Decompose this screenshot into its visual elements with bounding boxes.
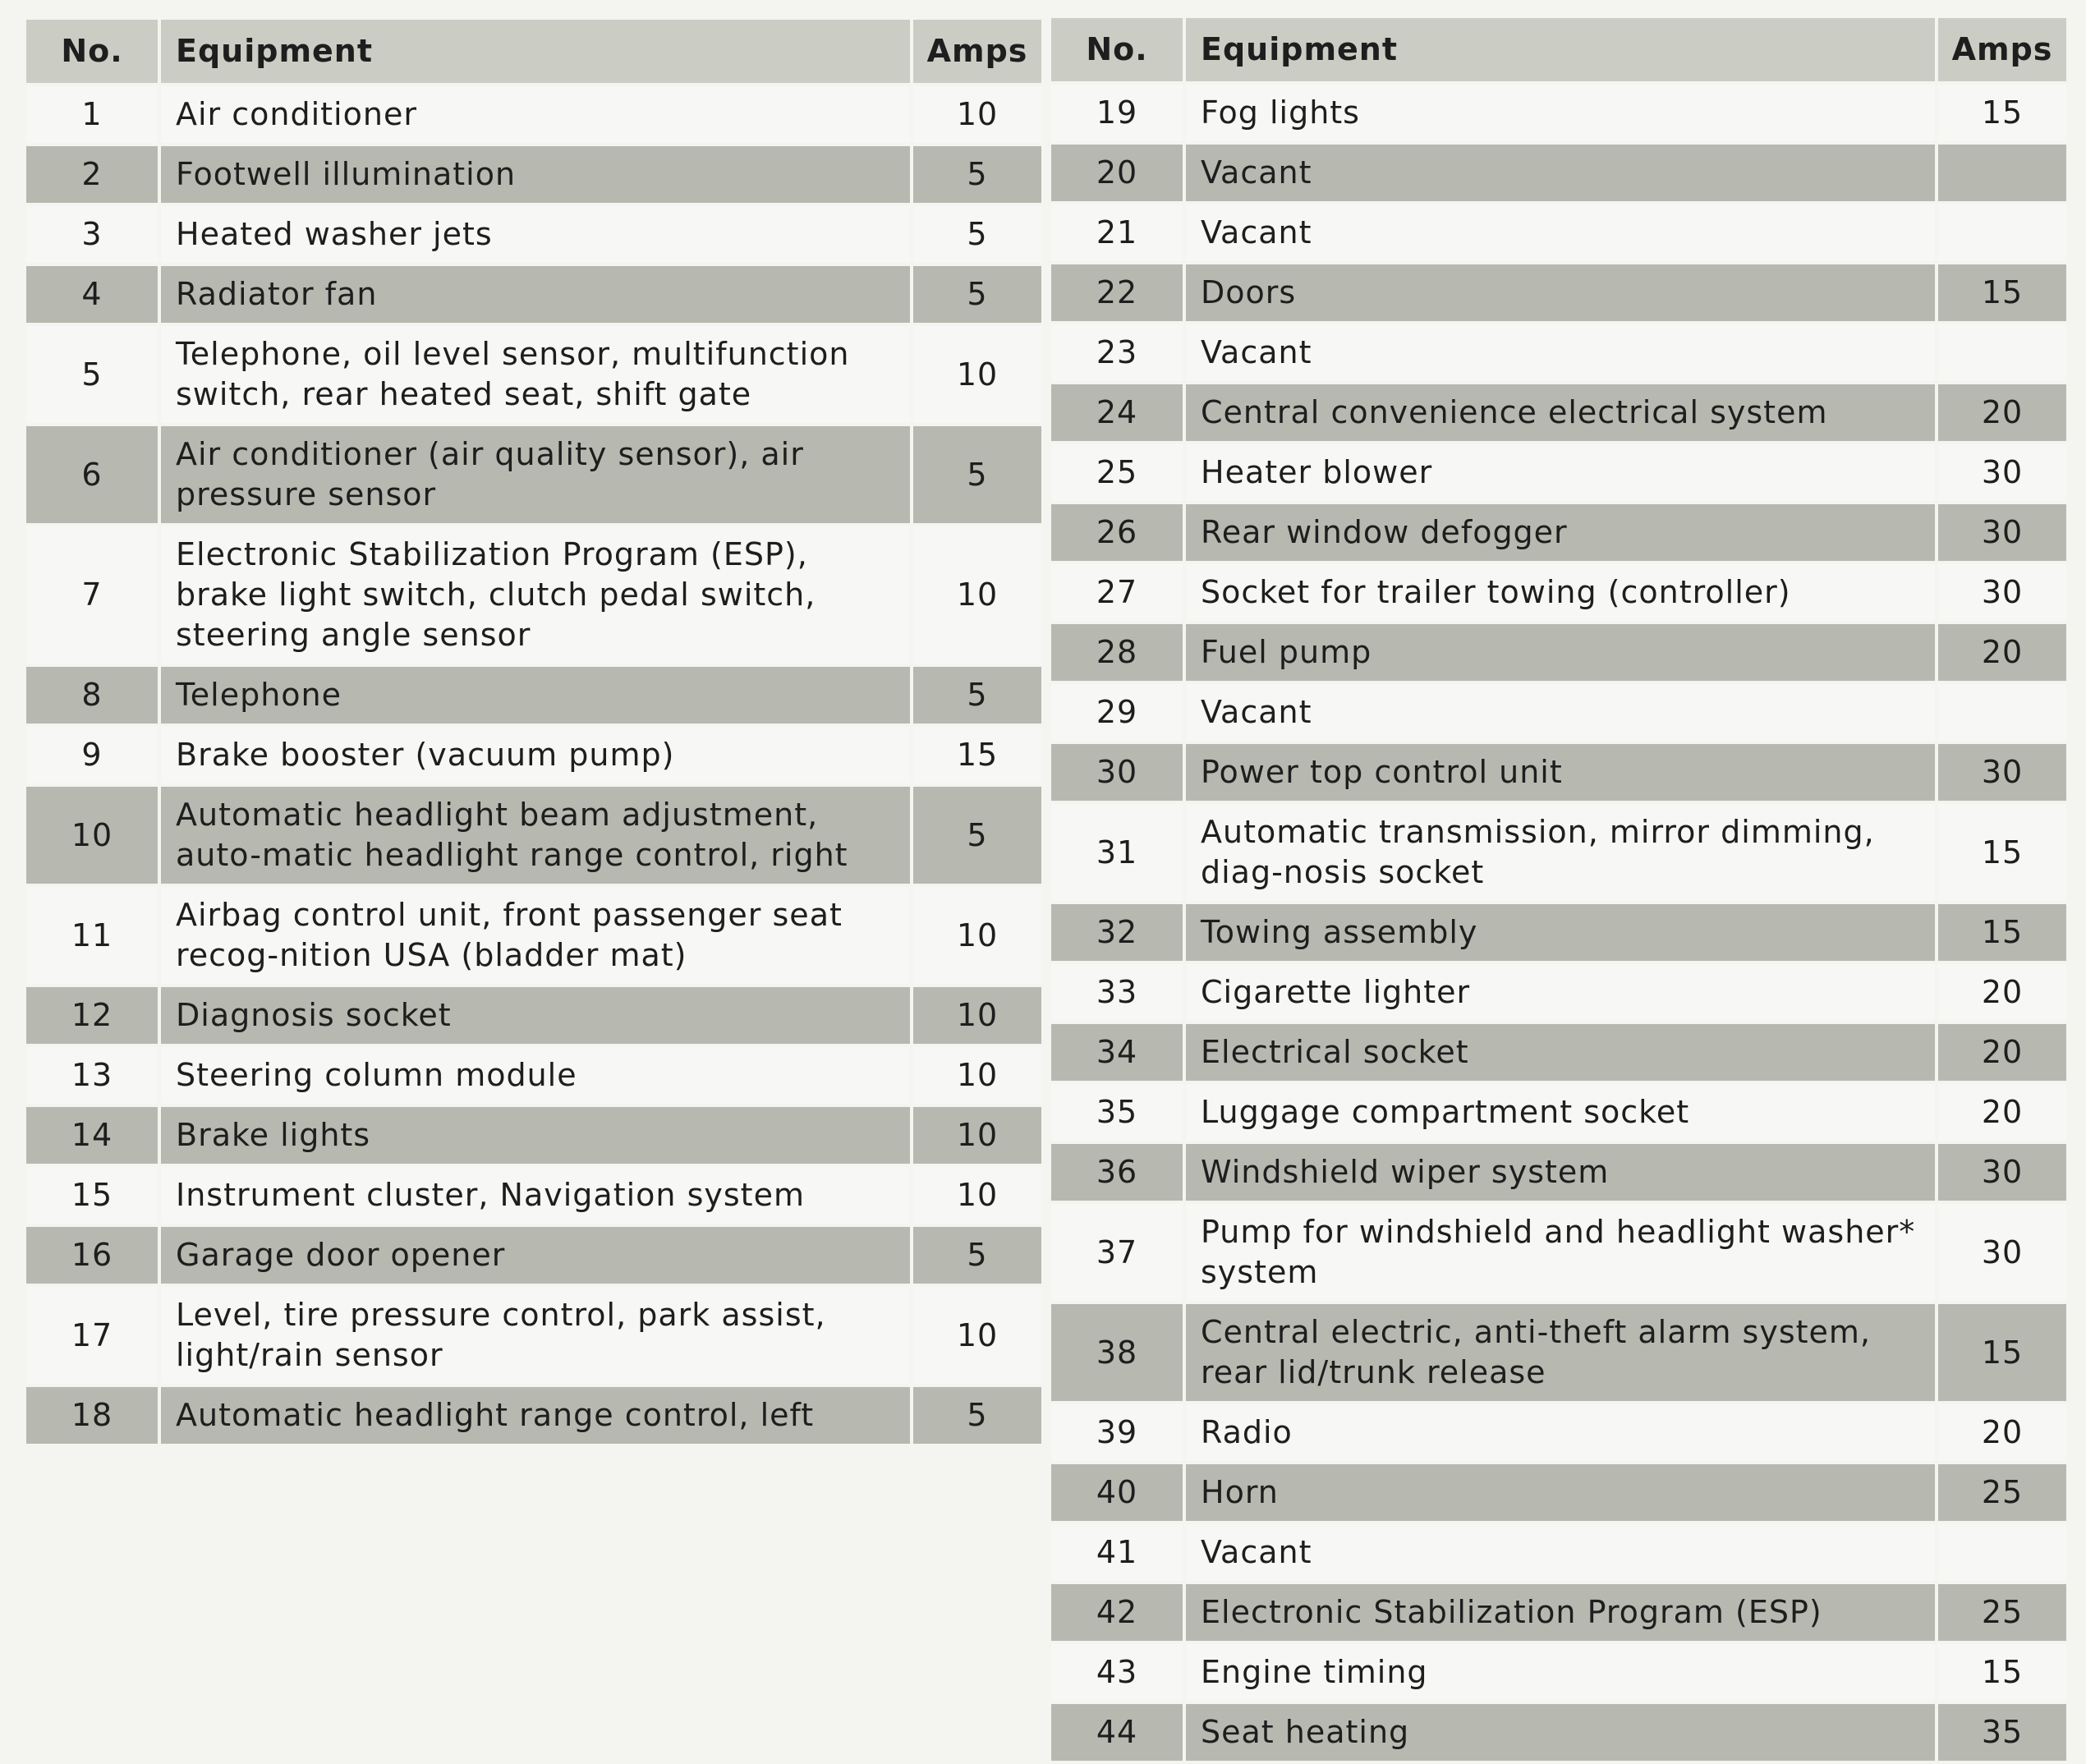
- fuse-amps: 5: [913, 266, 1041, 326]
- equipment-name: Cigarette lighter: [1183, 964, 1938, 1024]
- header-amps: Amps: [1938, 18, 2066, 85]
- fuse-amps: 10: [913, 1107, 1041, 1167]
- table-row: [1051, 1024, 2066, 1084]
- fuse-number: 28: [1051, 624, 1183, 684]
- table-row: [26, 1227, 1041, 1287]
- table-row: [1051, 904, 2066, 964]
- fuse-number: 36: [1051, 1144, 1183, 1204]
- fuse-table-left-panel: [26, 20, 1041, 1447]
- fuse-number: 37: [1051, 1204, 1183, 1304]
- fuse-number: 18: [26, 1387, 158, 1447]
- fuse-number: 41: [1051, 1524, 1183, 1584]
- fuse-number: 11: [26, 887, 158, 987]
- fuse-amps: 15: [1938, 1304, 2066, 1404]
- fuse-amps: 25: [1938, 1584, 2066, 1644]
- equipment-name: Electronic Stabilization Program (ESP): [1183, 1584, 1938, 1644]
- table-row: [26, 426, 1041, 526]
- fuse-number: 44: [1051, 1704, 1183, 1764]
- equipment-name: Telephone: [158, 667, 913, 727]
- fuse-amps: 5: [913, 146, 1041, 206]
- fuse-amps: 10: [913, 86, 1041, 146]
- fuse-table-left-body: [26, 86, 1041, 1447]
- fuse-number: 9: [26, 727, 158, 787]
- header-equipment: Equipment: [1183, 18, 1938, 85]
- equipment-name: Garage door opener: [158, 1227, 913, 1287]
- equipment-name: Steering column module: [158, 1047, 913, 1107]
- fuse-number: 1: [26, 86, 158, 146]
- table-row: [1051, 444, 2066, 504]
- header-equipment: Equipment: [158, 20, 913, 86]
- equipment-name: Towing assembly: [1183, 904, 1938, 964]
- fuse-amps: 20: [1938, 1404, 2066, 1464]
- fuse-number: 14: [26, 1107, 158, 1167]
- table-row: [26, 206, 1041, 266]
- fuse-amps: 5: [913, 206, 1041, 266]
- equipment-name: Airbag control unit, front passenger seat recog-nition USA (bladder mat): [158, 887, 913, 987]
- fuse-number: 17: [26, 1287, 158, 1387]
- equipment-name: Air conditioner: [158, 86, 913, 146]
- equipment-name: Instrument cluster, Navigation system: [158, 1167, 913, 1227]
- fuse-number: 21: [1051, 204, 1183, 264]
- equipment-name: Central electric, anti-theft alarm system, rear lid/trunk release: [1183, 1304, 1938, 1404]
- equipment-name: Radio: [1183, 1404, 1938, 1464]
- fuse-amps: 30: [1938, 1204, 2066, 1304]
- equipment-name: Diagnosis socket: [158, 987, 913, 1047]
- equipment-name: Windshield wiper system: [1183, 1144, 1938, 1204]
- equipment-name: Engine timing: [1183, 1644, 1938, 1704]
- fuse-number: 3: [26, 206, 158, 266]
- table-row: [1051, 1704, 2066, 1764]
- fuse-amps: 20: [1938, 964, 2066, 1024]
- fuse-table-right-panel: [1051, 18, 2066, 1764]
- fuse-amps: 35: [1938, 1704, 2066, 1764]
- fuse-number: 12: [26, 987, 158, 1047]
- fuse-number: 4: [26, 266, 158, 326]
- fuse-amps: 10: [913, 326, 1041, 426]
- equipment-name: Brake booster (vacuum pump): [158, 727, 913, 787]
- table-row: [1051, 264, 2066, 324]
- equipment-name: Automatic transmission, mirror dimming, diag-nosis socket: [1183, 804, 1938, 904]
- equipment-name: Brake lights: [158, 1107, 913, 1167]
- fuse-amps: 15: [1938, 1644, 2066, 1704]
- table-row: [26, 1287, 1041, 1387]
- table-row: [1051, 1524, 2066, 1584]
- equipment-name: Radiator fan: [158, 266, 913, 326]
- fuse-amps: 30: [1938, 564, 2066, 624]
- fuse-number: 38: [1051, 1304, 1183, 1404]
- equipment-name: Doors: [1183, 264, 1938, 324]
- fuse-amps: [1938, 145, 2066, 204]
- equipment-name: Vacant: [1183, 684, 1938, 744]
- fuse-number: 43: [1051, 1644, 1183, 1704]
- table-row: [26, 1047, 1041, 1107]
- fuse-amps: [1938, 204, 2066, 264]
- table-row: [26, 86, 1041, 146]
- table-row: [26, 787, 1041, 887]
- fuse-amps: 5: [913, 426, 1041, 526]
- table-row: [26, 326, 1041, 426]
- fuse-amps: 5: [913, 1387, 1041, 1447]
- header-row: [26, 20, 1041, 86]
- equipment-name: Fuel pump: [1183, 624, 1938, 684]
- fuse-number: 40: [1051, 1464, 1183, 1524]
- fuse-amps: 20: [1938, 624, 2066, 684]
- fuse-number: 6: [26, 426, 158, 526]
- equipment-name: Electronic Stabilization Program (ESP), brake light switch, clutch pedal switch, steering angle sensor: [158, 526, 913, 667]
- fuse-number: 30: [1051, 744, 1183, 804]
- equipment-name: Heater blower: [1183, 444, 1938, 504]
- fuse-number: 42: [1051, 1584, 1183, 1644]
- table-row: [1051, 85, 2066, 145]
- fuse-number: 32: [1051, 904, 1183, 964]
- fuse-amps: 10: [913, 887, 1041, 987]
- table-row: [1051, 564, 2066, 624]
- fuse-amps: 25: [1938, 1464, 2066, 1524]
- equipment-name: Level, tire pressure control, park assist, light/rain sensor: [158, 1287, 913, 1387]
- fuse-amps: 10: [913, 987, 1041, 1047]
- table-row: [26, 667, 1041, 727]
- fuse-amps: 5: [913, 787, 1041, 887]
- fuse-table-right-body: [1051, 85, 2066, 1764]
- table-row: [1051, 1084, 2066, 1144]
- fuse-amps: 30: [1938, 504, 2066, 564]
- table-row: [1051, 744, 2066, 804]
- fuse-number: 7: [26, 526, 158, 667]
- equipment-name: Rear window defogger: [1183, 504, 1938, 564]
- fuse-number: 8: [26, 667, 158, 727]
- fuse-amps: 5: [913, 667, 1041, 727]
- equipment-name: Electrical socket: [1183, 1024, 1938, 1084]
- equipment-name: Footwell illumination: [158, 146, 913, 206]
- equipment-name: Seat heating: [1183, 1704, 1938, 1764]
- equipment-name: Automatic headlight range control, left: [158, 1387, 913, 1447]
- fuse-number: 20: [1051, 145, 1183, 204]
- equipment-name: Heated washer jets: [158, 206, 913, 266]
- fuse-amps: 10: [913, 526, 1041, 667]
- table-row: [26, 987, 1041, 1047]
- equipment-name: Fog lights: [1183, 85, 1938, 145]
- equipment-name: Telephone, oil level sensor, multifunction switch, rear heated seat, shift gate: [158, 326, 913, 426]
- fuse-number: 16: [26, 1227, 158, 1287]
- fuse-amps: 5: [913, 1227, 1041, 1287]
- fuse-number: 33: [1051, 964, 1183, 1024]
- fuse-amps: 15: [1938, 264, 2066, 324]
- table-row: [1051, 204, 2066, 264]
- fuse-number: 26: [1051, 504, 1183, 564]
- header-no: No.: [1051, 18, 1183, 85]
- fuse-number: 13: [26, 1047, 158, 1107]
- fuse-number: 31: [1051, 804, 1183, 904]
- fuse-amps: 30: [1938, 1144, 2066, 1204]
- fuse-amps: 20: [1938, 1024, 2066, 1084]
- fuse-amps: 15: [913, 727, 1041, 787]
- fuse-amps: 20: [1938, 384, 2066, 444]
- table-row: [1051, 324, 2066, 384]
- table-row: [1051, 964, 2066, 1024]
- equipment-name: Air conditioner (air quality sensor), air pressure sensor: [158, 426, 913, 526]
- equipment-name: Pump for windshield and headlight washer* system: [1183, 1204, 1938, 1304]
- fuse-amps: [1938, 684, 2066, 744]
- table-row: [1051, 384, 2066, 444]
- fuse-number: 25: [1051, 444, 1183, 504]
- fuse-number: 10: [26, 787, 158, 887]
- fuse-amps: 30: [1938, 744, 2066, 804]
- equipment-name: Vacant: [1183, 1524, 1938, 1584]
- table-row: [1051, 145, 2066, 204]
- table-row: [26, 727, 1041, 787]
- fuse-amps: 30: [1938, 444, 2066, 504]
- equipment-name: Automatic headlight beam adjustment, auto-matic headlight range control, right: [158, 787, 913, 887]
- header-row: [1051, 18, 2066, 85]
- header-amps: Amps: [913, 20, 1041, 86]
- fuse-number: 34: [1051, 1024, 1183, 1084]
- equipment-name: Vacant: [1183, 145, 1938, 204]
- table-row: [1051, 1404, 2066, 1464]
- table-row: [1051, 1464, 2066, 1524]
- fuse-number: 24: [1051, 384, 1183, 444]
- fuse-number: 19: [1051, 85, 1183, 145]
- fuse-amps: 15: [1938, 85, 2066, 145]
- table-row: [26, 1107, 1041, 1167]
- fuse-amps: 10: [913, 1287, 1041, 1387]
- equipment-name: Socket for trailer towing (controller): [1183, 564, 1938, 624]
- fuse-number: 35: [1051, 1084, 1183, 1144]
- fuse-amps: 15: [1938, 804, 2066, 904]
- fuse-number: 39: [1051, 1404, 1183, 1464]
- header-no: No.: [26, 20, 158, 86]
- table-row: [26, 266, 1041, 326]
- equipment-name: Vacant: [1183, 324, 1938, 384]
- table-row: [1051, 1584, 2066, 1644]
- table-row: [26, 887, 1041, 987]
- fuse-table-right: [1051, 18, 2066, 1764]
- table-row: [1051, 804, 2066, 904]
- fuse-amps: [1938, 324, 2066, 384]
- fuse-number: 22: [1051, 264, 1183, 324]
- table-row: [1051, 624, 2066, 684]
- fuse-amps: 20: [1938, 1084, 2066, 1144]
- equipment-name: Power top control unit: [1183, 744, 1938, 804]
- table-row: [1051, 1644, 2066, 1704]
- table-row: [1051, 1144, 2066, 1204]
- fuse-table-left: [26, 20, 1041, 1447]
- table-row: [1051, 1204, 2066, 1304]
- fuse-amps: [1938, 1524, 2066, 1584]
- fuse-number: 23: [1051, 324, 1183, 384]
- table-row: [26, 1387, 1041, 1447]
- fuse-number: 29: [1051, 684, 1183, 744]
- fuse-number: 2: [26, 146, 158, 206]
- fuse-number: 15: [26, 1167, 158, 1227]
- equipment-name: Central convenience electrical system: [1183, 384, 1938, 444]
- table-row: [26, 526, 1041, 667]
- table-row: [1051, 1304, 2066, 1404]
- equipment-name: Vacant: [1183, 204, 1938, 264]
- equipment-name: Luggage compartment socket: [1183, 1084, 1938, 1144]
- fuse-amps: 15: [1938, 904, 2066, 964]
- fuse-number: 27: [1051, 564, 1183, 624]
- fuse-amps: 10: [913, 1047, 1041, 1107]
- equipment-name: Horn: [1183, 1464, 1938, 1524]
- fuse-amps: 10: [913, 1167, 1041, 1227]
- table-row: [1051, 684, 2066, 744]
- table-row: [26, 146, 1041, 206]
- table-row: [26, 1167, 1041, 1227]
- table-row: [1051, 504, 2066, 564]
- fuse-number: 5: [26, 326, 158, 426]
